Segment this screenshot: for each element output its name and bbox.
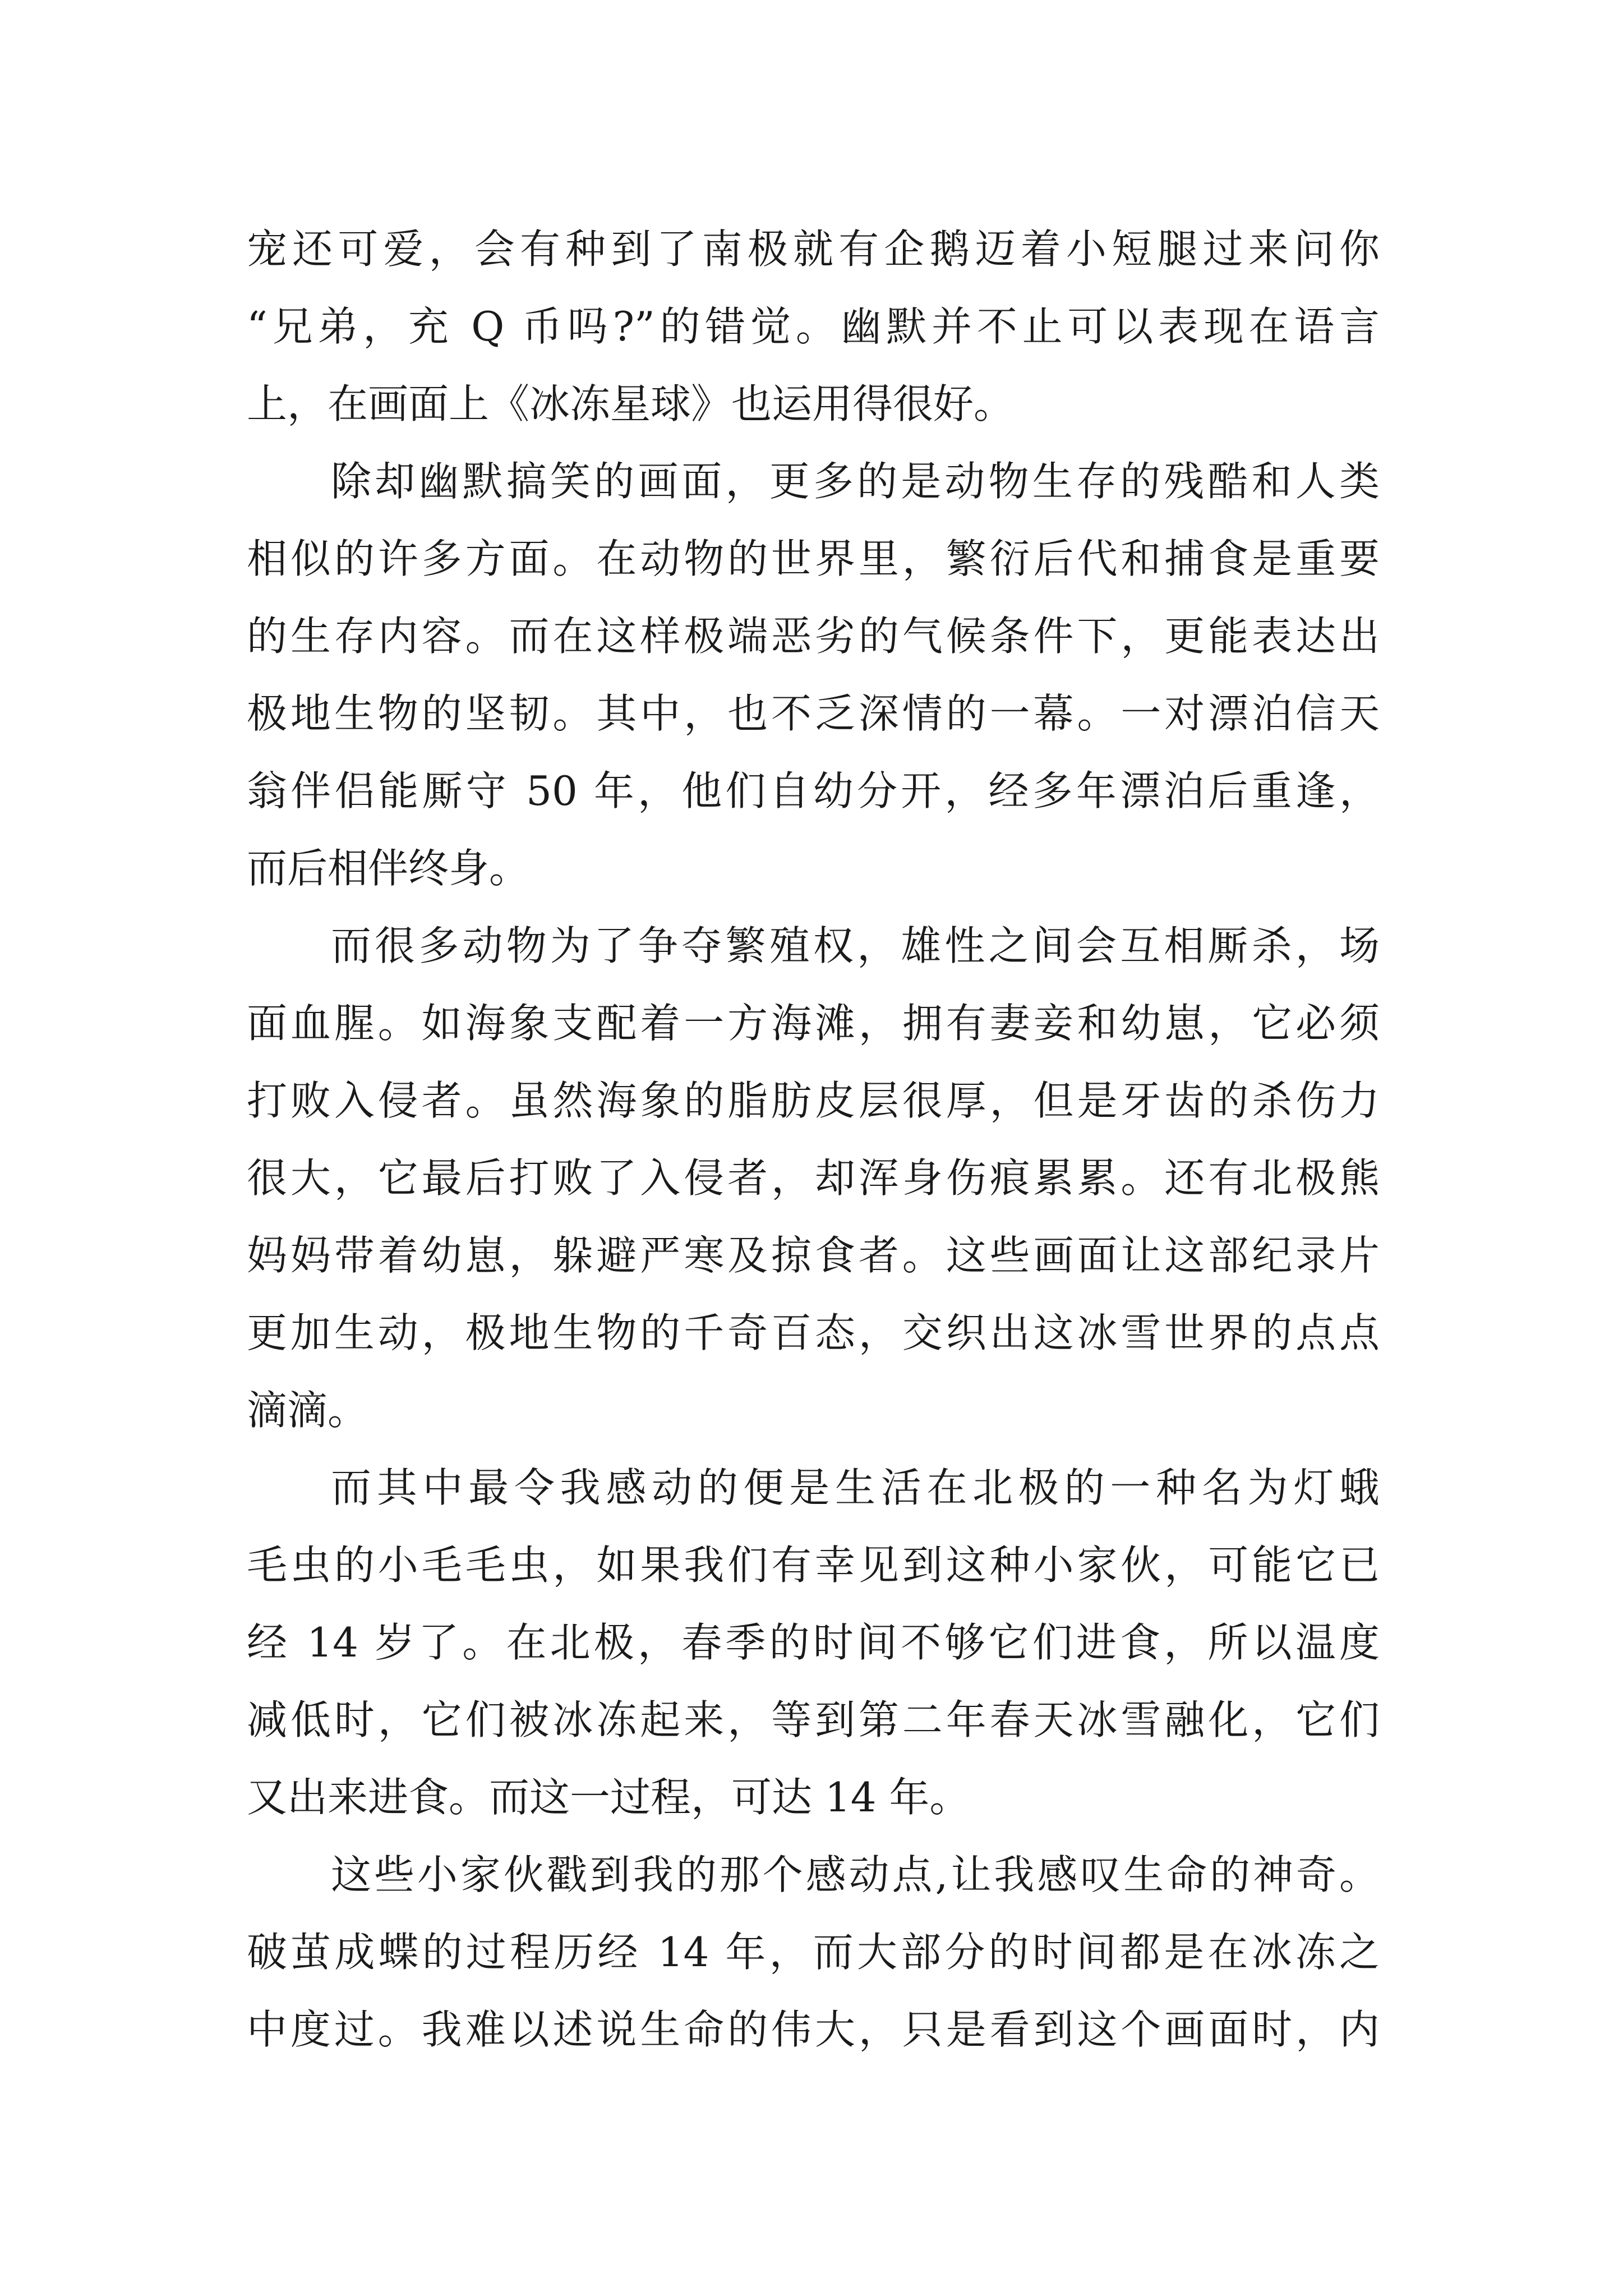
text-line: 相似的许多方面。在动物的世界里，繁衍后代和捕食是重要 bbox=[247, 535, 1380, 582]
paragraph-2 bbox=[247, 443, 1380, 907]
text-line: 上，在画面上《冰冻星球》也运用得很好。 bbox=[247, 380, 1015, 427]
text-line: 而其中最令我感动的便是生活在北极的一种名为灯蛾 bbox=[331, 1464, 1380, 1511]
text-line: 极地生物的坚韧。其中，也不乏深情的一幕。一对漂泊信天 bbox=[247, 690, 1380, 737]
text-line: 又出来进食。而这一过程，可达 14 年。 bbox=[247, 1774, 970, 1821]
text-line: 很大，它最后打败了入侵者，却浑身伤痕累累。还有北极熊 bbox=[247, 1154, 1380, 1202]
text-line: 面血腥。如海象支配着一方海滩，拥有妻妾和幼崽，它必须 bbox=[247, 1000, 1380, 1047]
text-line: 中度过。我难以述说生命的伟大，只是看到这个画面时，内 bbox=[247, 2006, 1380, 2053]
text-line: 滴滴。 bbox=[247, 1387, 368, 1434]
paragraph-3 bbox=[247, 907, 1380, 1449]
document-body bbox=[247, 210, 1380, 2068]
text-line: “兄弟，充 Q 币吗?”的错觉。幽默并不止可以表现在语言 bbox=[247, 303, 1380, 350]
text-line: 破茧成蝶的过程历经 14 年，而大部分的时间都是在冰冻之 bbox=[247, 1929, 1380, 1976]
text-line: 除却幽默搞笑的画面，更多的是动物生存的残酷和人类 bbox=[331, 458, 1380, 505]
paragraph-5 bbox=[247, 1836, 1380, 2068]
text-line: 翁伴侣能厮守 50 年，他们自幼分开，经多年漂泊后重逢， bbox=[247, 767, 1380, 815]
text-line: 更加生动，极地生物的千奇百态，交织出这冰雪世界的点点 bbox=[247, 1309, 1380, 1356]
text-line: 而很多动物为了争夺繁殖权，雄性之间会互相厮杀，场 bbox=[331, 922, 1380, 969]
text-line: 打败入侵者。虽然海象的脂肪皮层很厚，但是牙齿的杀伤力 bbox=[247, 1077, 1380, 1124]
text-line: 经 14 岁了。在北极，春季的时间不够它们进食，所以温度 bbox=[247, 1619, 1380, 1666]
text-line: 减低时，它们被冰冻起来，等到第二年春天冰雪融化，它们 bbox=[247, 1696, 1380, 1743]
paragraph-1 bbox=[247, 210, 1380, 443]
text-line: 而后相伴终身。 bbox=[247, 845, 530, 892]
text-line: 宠还可爱，会有种到了南极就有企鹅迈着小短腿过来问你 bbox=[247, 226, 1380, 273]
text-line: 这些小家伙戳到我的那个感动点,让我感叹生命的神奇。 bbox=[331, 1851, 1380, 1898]
text-line: 毛虫的小毛毛虫，如果我们有幸见到这种小家伙，可能它已 bbox=[247, 1542, 1380, 1589]
text-line: 妈妈带着幼崽，躲避严寒及掠食者。这些画面让这部纪录片 bbox=[247, 1232, 1380, 1279]
text-line: 的生存内容。而在这样极端恶劣的气候条件下，更能表达出 bbox=[247, 613, 1380, 660]
paragraph-4 bbox=[247, 1449, 1380, 1836]
